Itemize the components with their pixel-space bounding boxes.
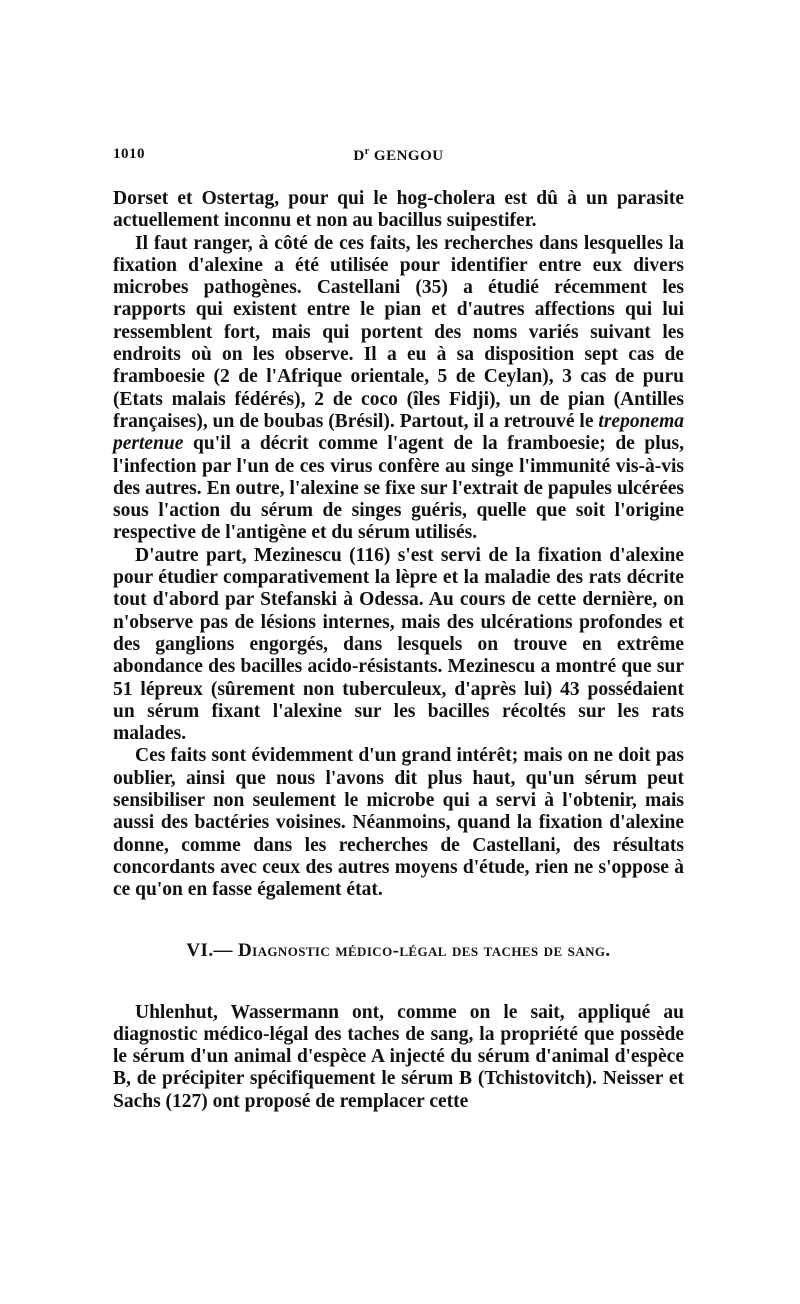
paragraph-5: Uhlenhut, Wassermann ont, comme on le sait, appliqué au diagnostic médico-légal des taches de sang, la propriété que possède le sérum d'un animal d'espèce A injecté du sérum d'animal d'espèce B, de précipiter spécifiquement le sérum B (Tchistovitch). Neisser et Sachs (127) ont proposé de remplacer cette	[113, 1001, 684, 1112]
book-page	[113, 146, 684, 1113]
paragraph-2-before: Il faut ranger, à côté de ces faits, les recherches dans lesquelles la fixation d'alexine a été utilisée pour identifier entre eux divers microbes pathogènes. Castellani (35) a étudié récemment les rapports qui existent entre le pian et d'autres affections qui lui ressemblent fort, mais qui portent des noms variés suivant les endroits où on les observe. Il a eu à sa disposition sept cas de framboesie (2 de l'Afrique orientale, 5 de Ceylan), 3 cas de puru (Etats malais fédérés), 2 de coco (îles Fidji), un de pian (Antilles françaises), un de boubas (Brésil). Partout, il a retrouvé le	[113, 232, 684, 432]
paragraph-1: Dorset et Ostertag, pour qui le hog-cholera est dû à un parasite actuellement inconnu et non au bacillus suipestifer.	[113, 188, 684, 232]
author-prefix: D	[353, 148, 365, 164]
body-text	[113, 188, 684, 902]
author-name: GENGOU	[369, 148, 444, 164]
paragraph-2	[113, 233, 684, 545]
running-head	[113, 146, 684, 170]
paragraph-4: Ces faits sont évidemment d'un grand intérêt; mais on ne doit pas oublier, ainsi que nous l'avons dit plus haut, qu'un sérum peut sensibiliser non seulement le microbe qui a servi à l'obtenir, mais aussi des bactéries voisines. Néanmoins, quand la fixation d'alexine donne, comme dans les recherches de Castellani, des résultats concordants avec ceux des autres moyens d'étude, rien ne s'oppose à ce qu'on en fasse également état.	[113, 745, 684, 901]
section-heading: VI.— Diagnostic médico-légal des taches de sang.	[186, 939, 611, 961]
paragraph-2-italic: treponema pertenue	[113, 410, 684, 455]
page-number: 1010	[113, 146, 145, 162]
paragraph-3: D'autre part, Mezinescu (116) s'est servi de la fixation d'alexine pour étudier comparativement la lèpre et la maladie des rats décrite tout d'abord par Stefanski à Odessa. Au cours de cette dernière, on n'observe pas de lésions internes, mais des ulcérations profondes et des ganglions engorgés, dans lesquels on trouve en extrême abondance des bacilles acido-résistants. Mezinescu a montré que sur 51 lépreux (sûrement non tuberculeux, d'après lui) 43 possédaient un sérum fixant l'alexine sur les bacilles récoltés sur les rats malades.	[113, 544, 684, 745]
author-sup: r	[364, 146, 370, 157]
running-head-author	[113, 146, 684, 165]
paragraph-2-after: qu'il a décrit comme l'agent de la framboesie; de plus, l'infection par l'un de ces virus confère au singe l'immunité vis-à-vis des autres. En outre, l'alexine se fixe sur l'extrait de papules ulcérées sous l'action du sérum de singes guéris, quelle que soit l'origine respective de l'antigène et du sérum utilisés.	[113, 433, 684, 544]
